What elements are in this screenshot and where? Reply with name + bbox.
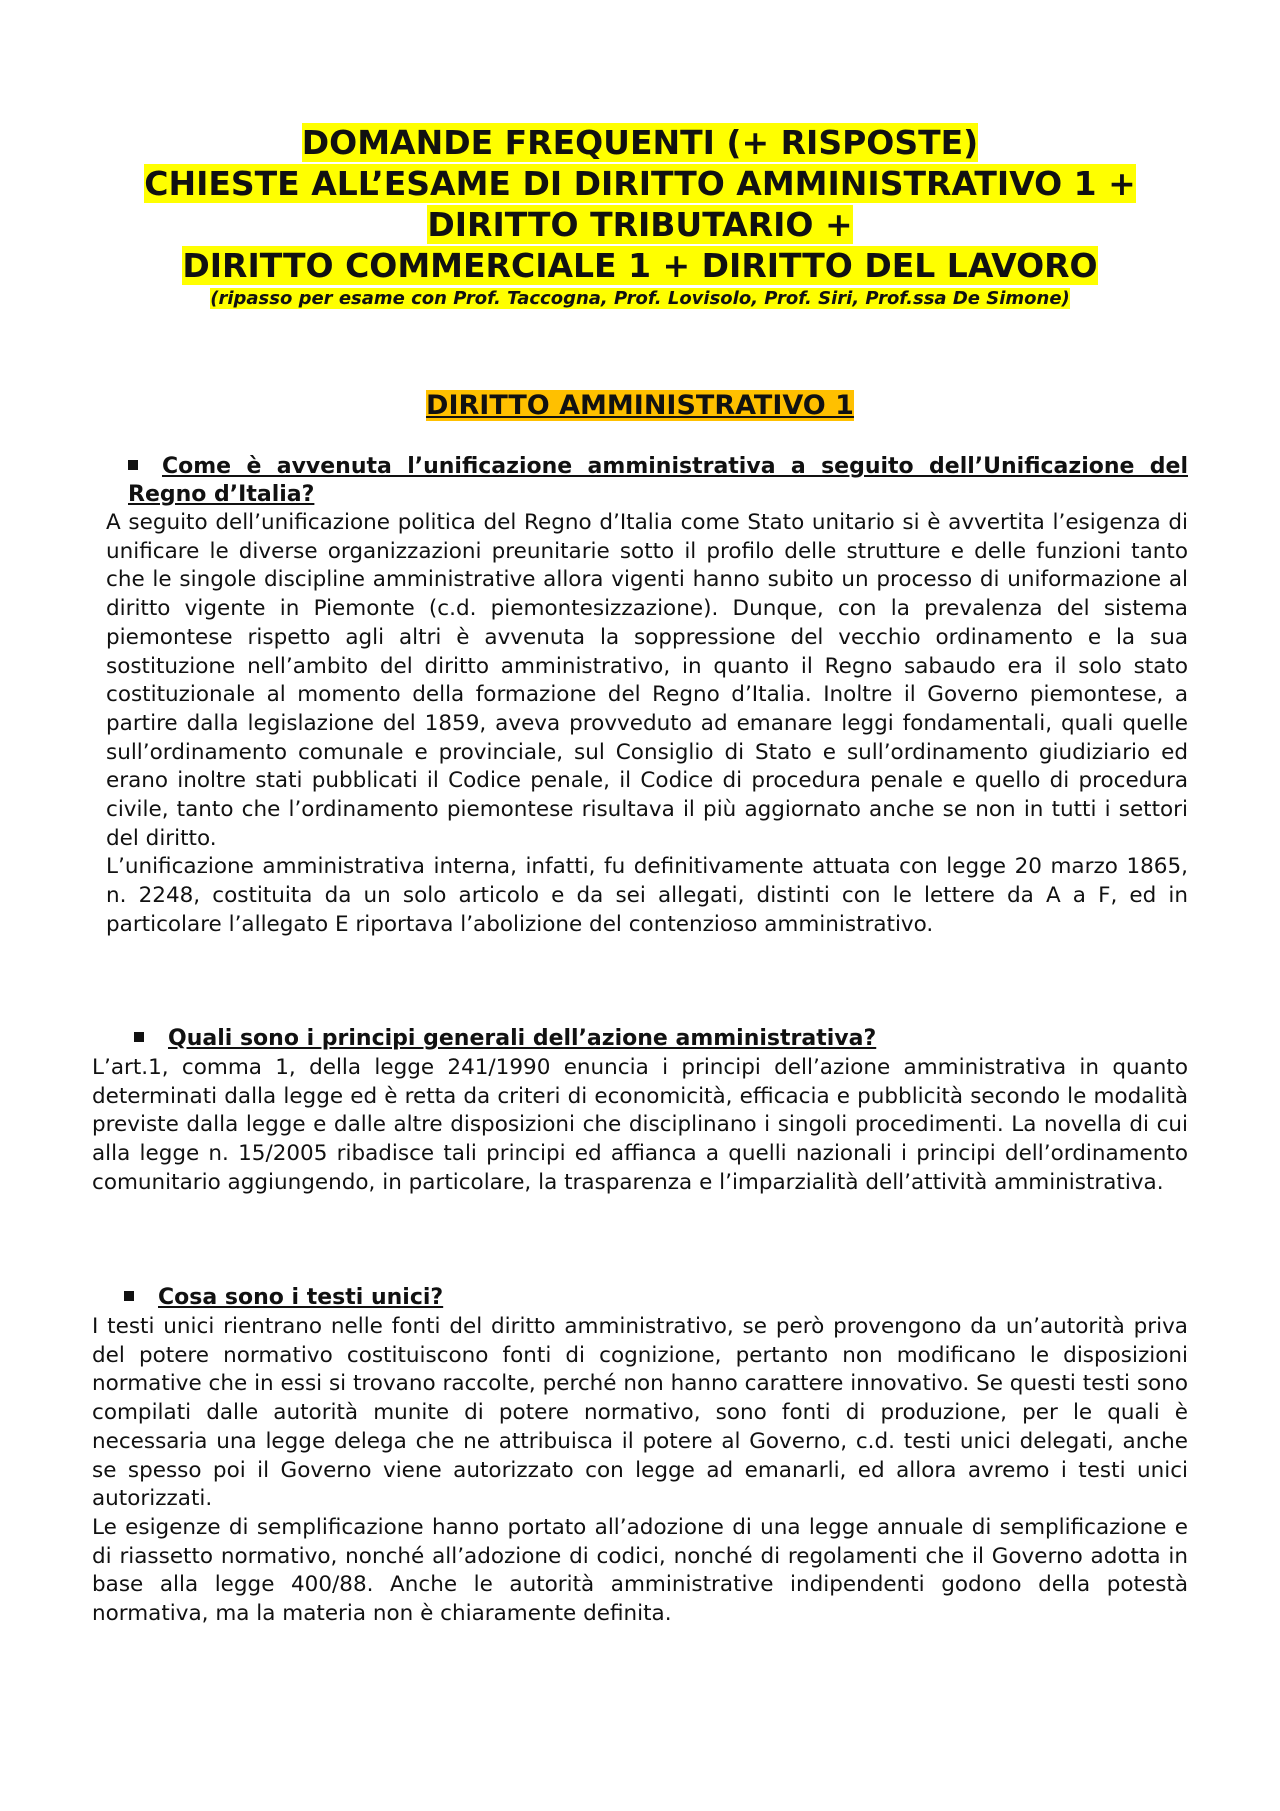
answer-3-paragraph-2: Le esigenze di semplificazione hanno portato all’adozione di una legge annuale di semplificazione e di riassetto normativo, nonché all’adozione di codici, nonché di regolamenti che il Governo adotta in base alla legge 400/88. Anche le autorità amministrative indipendenti godono della potestà normativa, ma la materia non è chiaramente definita. bbox=[92, 1514, 1188, 1627]
answer-2-paragraph-1: L’art.1, comma 1, della legge 241/1990 enuncia i principi dell’azione amministrativa in quanto determinati dalla legge ed è retta da criteri di economicità, efficacia e pubblicità secondo le modalità previste dalla legge e dalle altre disposizioni che disciplinano i singoli procedimenti. La novella di cui alla legge n. 15/2005 ribadisce tali principi ed affianca a quelli nazionali i principi dell’ordinamento comunitario aggiungendo, in particolare, la trasparenza e l’imparzialità dell’attività amministrativa. bbox=[92, 1055, 1188, 1195]
question-2-heading: Quali sono i principi generali dell’azione amministrativa? bbox=[134, 1025, 1194, 1053]
square-bullet-icon bbox=[124, 1291, 134, 1301]
question-1-heading: Come è avvenuta l’unificazione amministrativa a seguito dell’Unificazione del Regno d’Italia? bbox=[128, 454, 1188, 507]
document-title-block bbox=[0, 122, 1280, 330]
square-bullet-icon bbox=[128, 460, 138, 470]
title-line-3: DIRITTO TRIBUTARIO + bbox=[427, 205, 853, 244]
document-subtitle: (ripasso per esame con Prof. Taccogna, Prof. Lovisolo, Prof. Siri, Prof.ssa De Simone) bbox=[210, 288, 1070, 309]
answer-2 bbox=[92, 1054, 1188, 1198]
section-heading: DIRITTO AMMINISTRATIVO 1 bbox=[426, 390, 854, 421]
answer-3 bbox=[92, 1313, 1188, 1629]
title-line-1: DOMANDE FREQUENTI (+ RISPOSTE) bbox=[301, 123, 979, 162]
answer-1-paragraph-1: A seguito dell’unificazione politica del Regno d’Italia come Stato unitario si è avvertita l’esigenza di unificare le diverse organizzazioni preunitarie sotto il profilo delle strutture e delle funzioni tanto che le singole discipline amministrative allora vigenti hanno subito un processo di uniformazione al diritto vigente in Piemonte (c.d. piemontesizzazione). Dunque, con la prevalenza del sistema piemontese rispetto agli altri è avvenuta la soppressione del vecchio ordinamento e la sua sostituzione nell’ambito del diritto amministrativo, in quanto il Regno sabaudo era il solo stato costituzionale al momento della formazione del Regno d’Italia. Inoltre il Governo piemontese, a partire dalla legislazione del 1859, aveva provveduto ad emanare leggi fondamentali, quali quelle sull’ordinamento comunale e provinciale, sul Consiglio di Stato e sull’ordinamento giudiziario ed erano inoltre stati pubblicati il Codice penale, il Codice di procedura penale e quello di procedura civile, tanto che l’ordinamento piemontese risultava il più aggiornato anche se non in tutti i settori del diritto. bbox=[106, 510, 1188, 851]
square-bullet-icon bbox=[134, 1032, 144, 1042]
answer-1-paragraph-2: L’unificazione amministrativa interna, infatti, fu definitivamente attuata con legge 20 marzo 1865, n. 2248, costituita da un solo articolo e da sei allegati, distinti con le lettere da A a F, ed in particolare l’allegato E riportava l’abolizione del contenzioso amministrativo. bbox=[106, 854, 1188, 937]
question-3-heading: Cosa sono i testi unici? bbox=[124, 1284, 1184, 1312]
answer-3-paragraph-1: I testi unici rientrano nelle fonti del diritto amministrativo, se però provengono da un’autorità priva del potere normativo costituiscono fonti di cognizione, pertanto non modificano le disposizioni normative che in essi si trovano raccolte, perché non hanno carattere innovativo. Se questi testi sono compilati dalle autorità munite di potere normativo, sono fonti di produzione, per le quali è necessaria una legge delega che ne attribuisca il potere al Governo, c.d. testi unici delegati, anche se spesso poi il Governo viene autorizzato con legge ad emanarli, ed allora avremo i testi unici autorizzati. bbox=[92, 1314, 1188, 1512]
title-line-2: CHIESTE ALL’ESAME DI DIRITTO AMMINISTRATIVO 1 + bbox=[144, 164, 1136, 203]
answer-1 bbox=[106, 509, 1188, 940]
title-line-4: DIRITTO COMMERCIALE 1 + DIRITTO DEL LAVORO bbox=[182, 246, 1098, 285]
